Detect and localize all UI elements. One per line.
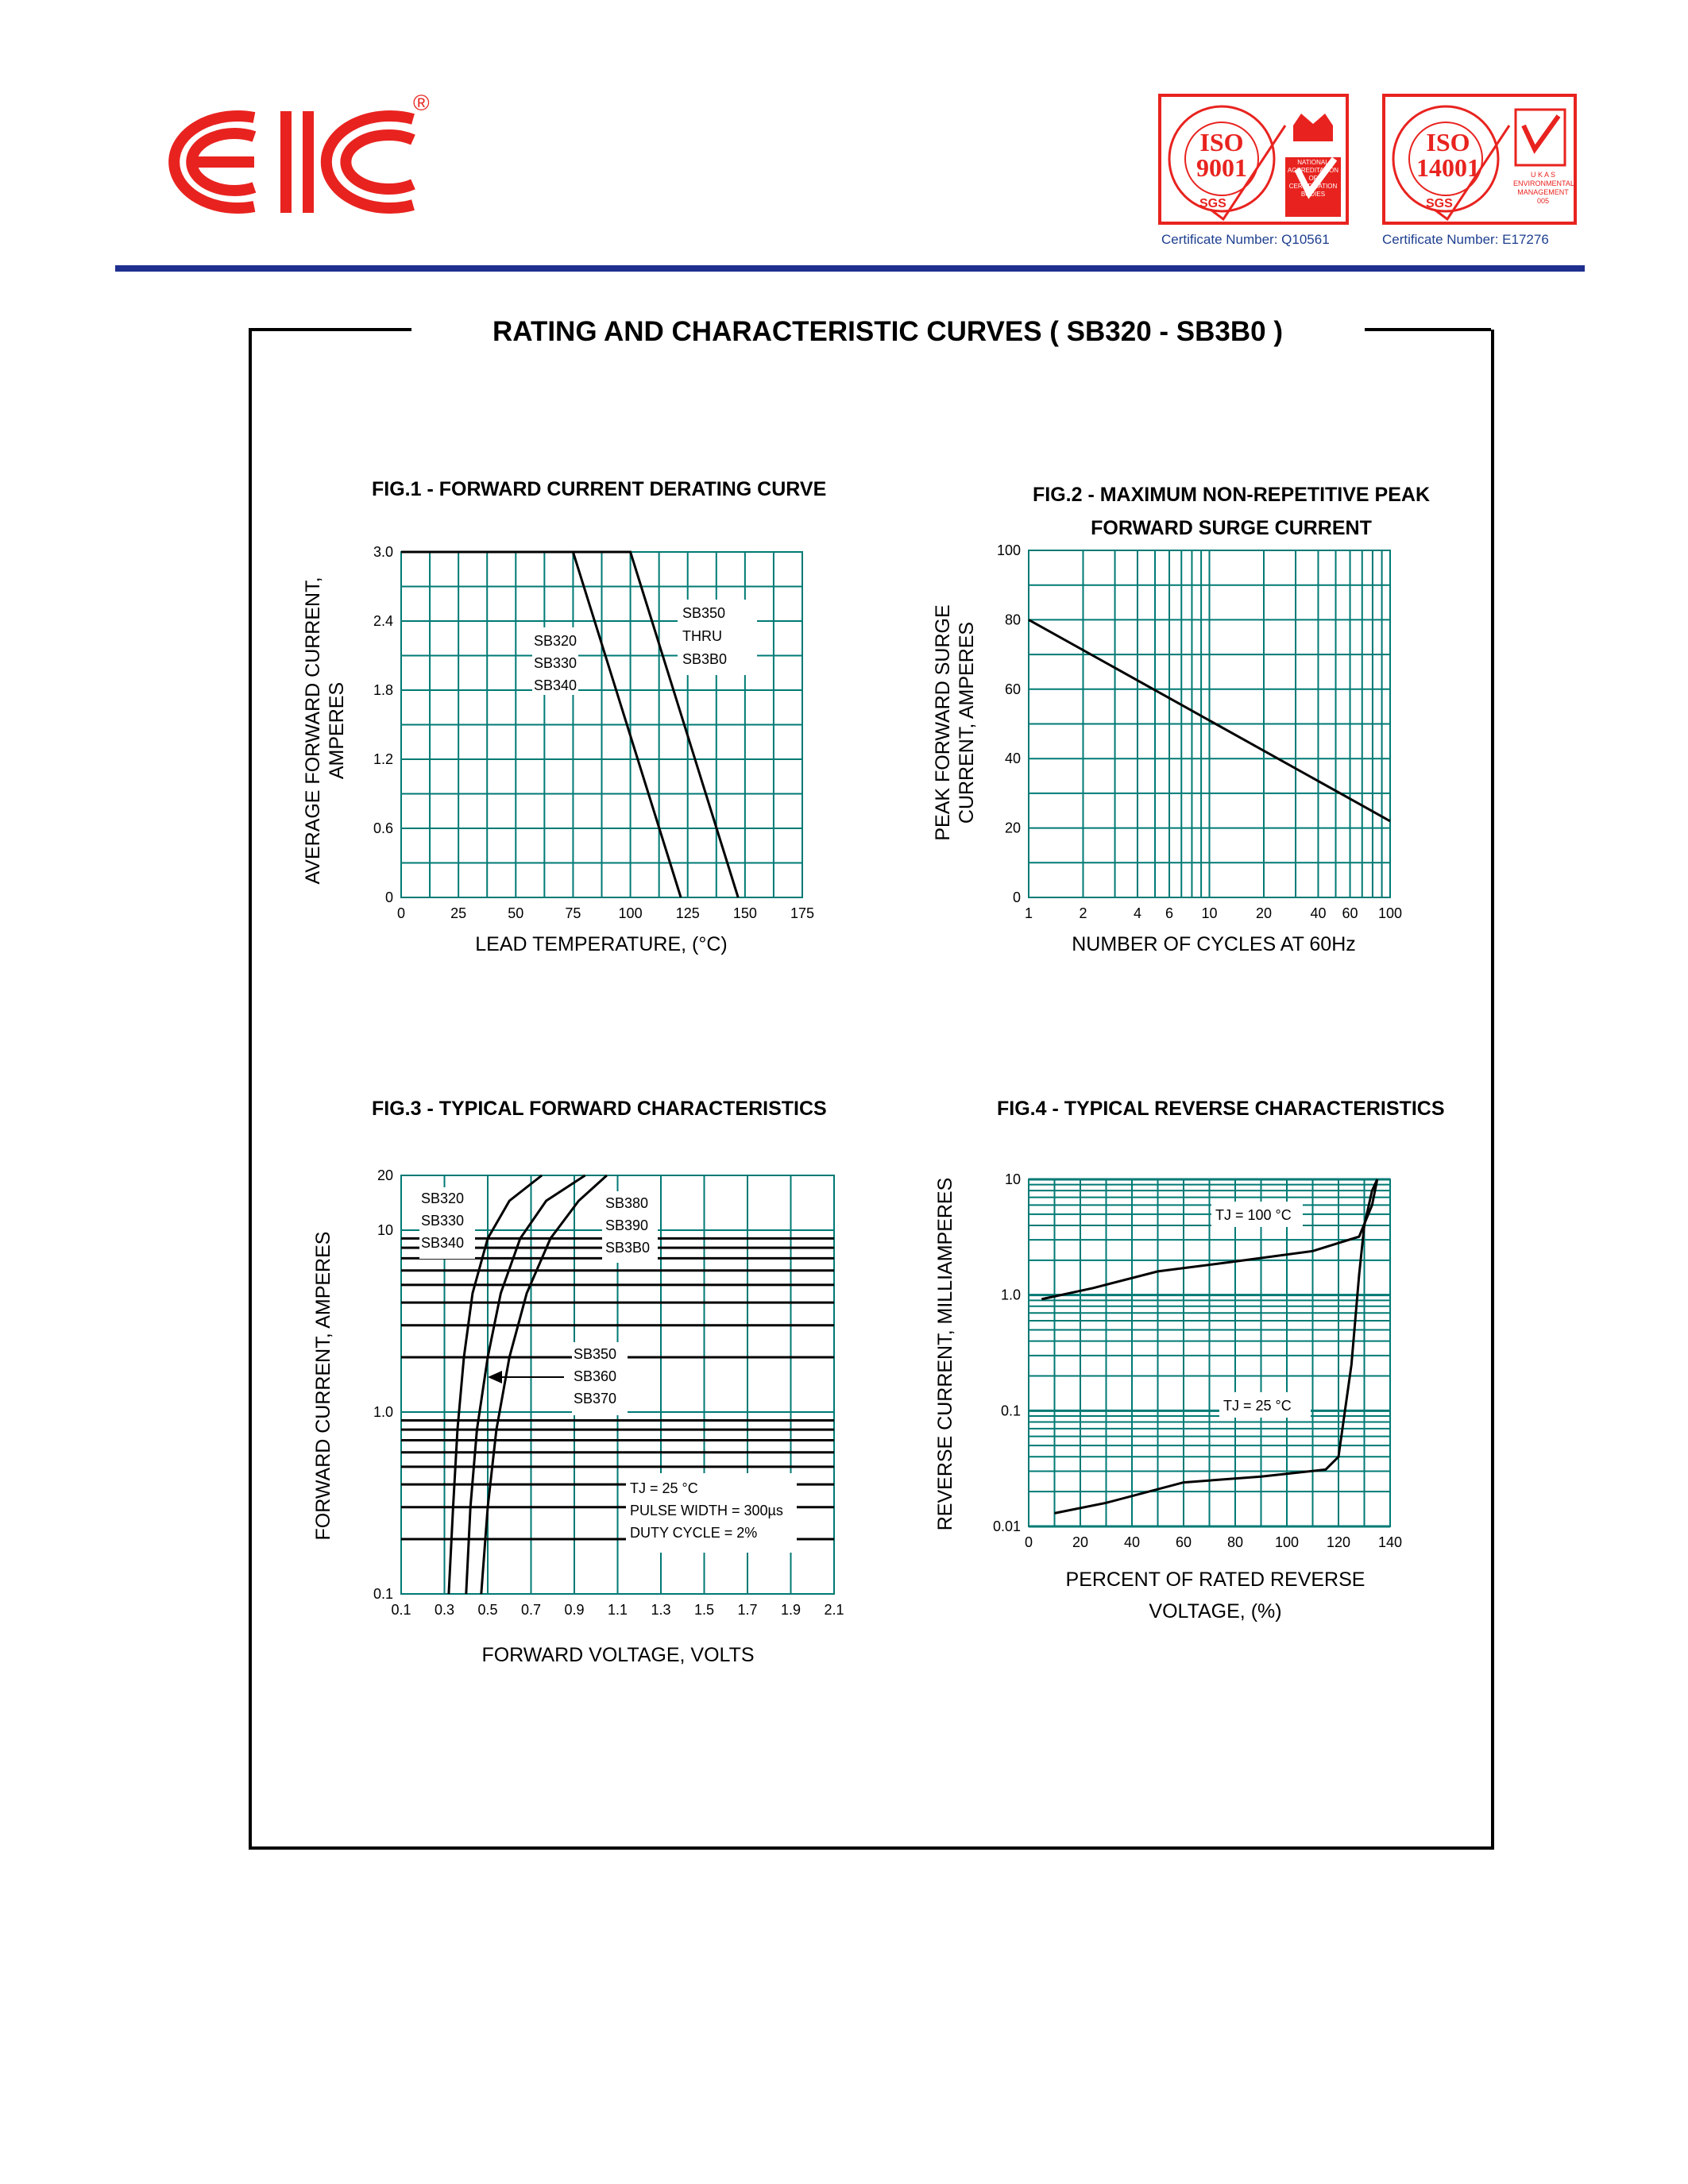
fig4-x-tick-label: 100 bbox=[1274, 1534, 1300, 1550]
fig3-condition-pulse: PULSE WIDTH = 300µs bbox=[630, 1503, 783, 1518]
fig3-title: FIG.3 - TYPICAL FORWARD CHARACTERISTICS bbox=[372, 1098, 827, 1120]
fig2-y-tick-label: 80 bbox=[1004, 612, 1021, 628]
fig3-chart bbox=[294, 1156, 866, 1696]
fig4-x-tick-label: 20 bbox=[1072, 1534, 1089, 1550]
fig3-y-tick-label: 10 bbox=[377, 1221, 393, 1238]
fig1-y-axis-label-1: AVERAGE FORWARD CURRENT, bbox=[302, 577, 324, 885]
fig2-title: FIG.2 - MAXIMUM NON-REPETITIVE PEAK FORWARD SURGE CURRENT bbox=[1032, 484, 1431, 539]
fig3-condition-tj: TJ = 25 °C bbox=[630, 1480, 698, 1496]
fig1-series-label-b bbox=[678, 600, 757, 675]
fig2-grid bbox=[1029, 550, 1390, 897]
fig2-y-tick-label: 60 bbox=[1004, 681, 1021, 697]
certificate-number-2: Certificate Number: E17276 bbox=[1382, 232, 1549, 247]
fig1-x-tick-label: 100 bbox=[618, 905, 643, 921]
fig1-label-sb3b0: SB3B0 bbox=[682, 651, 728, 667]
fig1-label-sb330: SB330 bbox=[534, 655, 577, 671]
fig4-y-axis-label: REVERSE CURRENT, MILLIAMPERES bbox=[934, 1177, 956, 1531]
fig4-x-tick-label: 80 bbox=[1226, 1534, 1244, 1550]
fig1-label-sb340: SB340 bbox=[534, 677, 577, 693]
fig4-x-tick-label: 140 bbox=[1377, 1534, 1403, 1550]
fig4-y-tick-label: 10 bbox=[1004, 1171, 1021, 1187]
fig3-x-tick-label: 1.3 bbox=[651, 1602, 671, 1618]
fig1-label-sb320: SB320 bbox=[534, 633, 577, 649]
fig4-label-tj100 bbox=[1211, 1202, 1303, 1227]
fig1-y-tick-label: 2.4 bbox=[373, 613, 393, 629]
fig3-series-label-b bbox=[572, 1342, 628, 1415]
fig3-label-sb370: SB370 bbox=[574, 1391, 617, 1406]
fig3-test-conditions bbox=[626, 1473, 797, 1553]
fig1-y-tick-label: 0 bbox=[384, 889, 393, 905]
fig3-label-sb350: SB350 bbox=[574, 1346, 617, 1362]
fig2-x-tick-label: 60 bbox=[1342, 905, 1358, 921]
fig3-x-tick-label: 0.9 bbox=[564, 1602, 585, 1618]
fig2-x-tick-label: 1 bbox=[1024, 905, 1033, 921]
fig2-y-tick-label: 20 bbox=[1004, 820, 1021, 836]
fig3-label-sb360: SB360 bbox=[574, 1368, 617, 1384]
fig3-condition-duty: DUTY CYCLE = 2% bbox=[630, 1525, 758, 1541]
fig4-y-tick-label: 0.1 bbox=[1000, 1403, 1021, 1419]
fig4-x-axis-label-2: VOLTAGE, (%) bbox=[1149, 1600, 1282, 1623]
fig3-x-tick-label: 0.5 bbox=[477, 1602, 498, 1618]
fig4-label-tj25-text: TJ = 25 °C bbox=[1223, 1398, 1292, 1414]
fig1-y-axis-label-2: AMPERES bbox=[326, 681, 348, 780]
fig2-x-tick-label: 6 bbox=[1165, 905, 1174, 921]
fig1-x-tick-label: 50 bbox=[508, 905, 524, 921]
fig3-series-label-c bbox=[602, 1191, 658, 1263]
fig1-x-tick-label: 0 bbox=[396, 905, 406, 921]
frame-top-right bbox=[1365, 328, 1491, 331]
fig1-x-tick-label: 25 bbox=[450, 905, 467, 921]
frame-top-left bbox=[249, 328, 411, 331]
fig2-y-axis-label-1: PEAK FORWARD SURGE bbox=[932, 604, 954, 841]
fig4-y-tick-label: 0.01 bbox=[992, 1518, 1021, 1534]
fig3-label-sb3b0: SB3B0 bbox=[605, 1240, 651, 1256]
fig1-y-tick-label: 1.8 bbox=[373, 682, 393, 698]
nacb-text: NATIONAL ACCREDITATION OF CERTIFICATION BODIES bbox=[1287, 159, 1339, 198]
fig2-x-tick-label: 20 bbox=[1255, 905, 1272, 921]
fig2-y-tick-label: 100 bbox=[996, 542, 1021, 558]
sgs-mark-2: SGS bbox=[1426, 197, 1453, 210]
fig1-label-thru: THRU bbox=[682, 628, 722, 644]
fig1-y-tick-label: 1.2 bbox=[373, 751, 393, 767]
fig4-chart bbox=[921, 1156, 1462, 1648]
fig2-y-axis-label-2: CURRENT, AMPERES bbox=[956, 621, 978, 824]
fig4-x-tick-label: 0 bbox=[1024, 1534, 1033, 1550]
fig3-label-sb340: SB340 bbox=[421, 1235, 465, 1251]
ukas-text: U K A S ENVIRONMENTAL MANAGEMENT 005 bbox=[1513, 171, 1574, 205]
fig3-y-axis-label: FORWARD CURRENT, AMPERES bbox=[312, 1231, 334, 1541]
fig2-x-tick-label: 2 bbox=[1079, 905, 1087, 921]
fig1-y-tick-label: 3.0 bbox=[373, 544, 393, 560]
fig2-x-tick-label: 4 bbox=[1133, 905, 1141, 921]
fig1-series-label-a bbox=[532, 627, 578, 695]
fig4-title: FIG.4 - TYPICAL REVERSE CHARACTERISTICS bbox=[997, 1098, 1445, 1120]
iso-14001-label: ISO 14001 bbox=[1416, 128, 1480, 182]
header-rule bbox=[115, 265, 1585, 272]
fig3-x-axis-label: FORWARD VOLTAGE, VOLTS bbox=[481, 1644, 755, 1666]
fig2-y-tick-label: 0 bbox=[1012, 889, 1021, 905]
fig3-x-tick-label: 0.1 bbox=[391, 1602, 411, 1618]
fig3-x-tick-label: 1.1 bbox=[607, 1602, 628, 1618]
fig4-label-tj25 bbox=[1219, 1392, 1311, 1418]
page-title: RATING AND CHARACTERISTIC CURVES ( SB320 - SB3B0 ) bbox=[492, 316, 1284, 347]
fig1-x-tick-label: 75 bbox=[565, 905, 581, 921]
fig1-title: FIG.1 - FORWARD CURRENT DERATING CURVE bbox=[372, 478, 827, 500]
fig2-chart bbox=[906, 524, 1446, 977]
fig1-x-tick-label: 125 bbox=[675, 905, 700, 921]
fig3-x-tick-label: 1.9 bbox=[780, 1602, 802, 1618]
fig1-x-axis-label: LEAD TEMPERATURE, (°C) bbox=[475, 933, 728, 955]
sgs-mark-1: SGS bbox=[1199, 197, 1226, 210]
fig3-x-tick-label: 0.7 bbox=[520, 1602, 542, 1618]
registered-mark: ® bbox=[413, 91, 430, 115]
fig3-label-sb330: SB330 bbox=[421, 1213, 465, 1229]
fig3-x-tick-label: 0.3 bbox=[434, 1602, 455, 1618]
fig2-x-axis-label: NUMBER OF CYCLES AT 60Hz bbox=[1072, 933, 1356, 955]
fig3-arrow-head bbox=[488, 1371, 502, 1383]
fig2-x-tick-label: 10 bbox=[1201, 905, 1218, 921]
fig1-label-sb350: SB350 bbox=[682, 605, 726, 621]
fig3-y-tick-label: 1.0 bbox=[373, 1403, 393, 1420]
iso-9001-label: ISO 9001 bbox=[1196, 128, 1247, 182]
fig3-series-label-a bbox=[419, 1187, 475, 1259]
fig4-x-tick-label: 60 bbox=[1175, 1534, 1192, 1550]
fig4-label-tj100-text: TJ = 100 °C bbox=[1215, 1207, 1292, 1223]
fig3-x-tick-label: 1.7 bbox=[737, 1602, 758, 1618]
fig4-y-tick-label: 1.0 bbox=[1000, 1287, 1021, 1303]
fig3-label-sb390: SB390 bbox=[605, 1217, 649, 1233]
fig2-x-tick-label: 100 bbox=[1377, 905, 1403, 921]
fig2-y-tick-label: 40 bbox=[1004, 751, 1021, 767]
fig1-x-tick-label: 150 bbox=[732, 905, 757, 921]
fig4-x-tick-label: 120 bbox=[1326, 1534, 1351, 1550]
fig1-chart bbox=[294, 524, 834, 977]
fig1-x-tick-label: 175 bbox=[790, 905, 815, 921]
certificate-number-1: Certificate Number: Q10561 bbox=[1161, 232, 1330, 247]
fig4-x-tick-label: 40 bbox=[1123, 1534, 1141, 1550]
fig3-label-sb380: SB380 bbox=[605, 1195, 649, 1211]
fig1-y-tick-label: 0.6 bbox=[373, 820, 393, 836]
fig4-x-axis-label-1: PERCENT OF RATED REVERSE bbox=[1065, 1569, 1365, 1591]
fig4-curve-2 bbox=[1055, 1179, 1377, 1513]
fig4-grid bbox=[1029, 1179, 1390, 1526]
fig3-y-tick-label: 20 bbox=[377, 1167, 393, 1183]
fig3-label-sb320: SB320 bbox=[421, 1190, 465, 1206]
fig3-x-tick-label: 1.5 bbox=[693, 1602, 715, 1618]
fig2-x-tick-label: 40 bbox=[1310, 905, 1327, 921]
fig3-y-tick-label: 0.1 bbox=[373, 1586, 393, 1602]
fig3-x-tick-label: 2.1 bbox=[824, 1602, 844, 1618]
